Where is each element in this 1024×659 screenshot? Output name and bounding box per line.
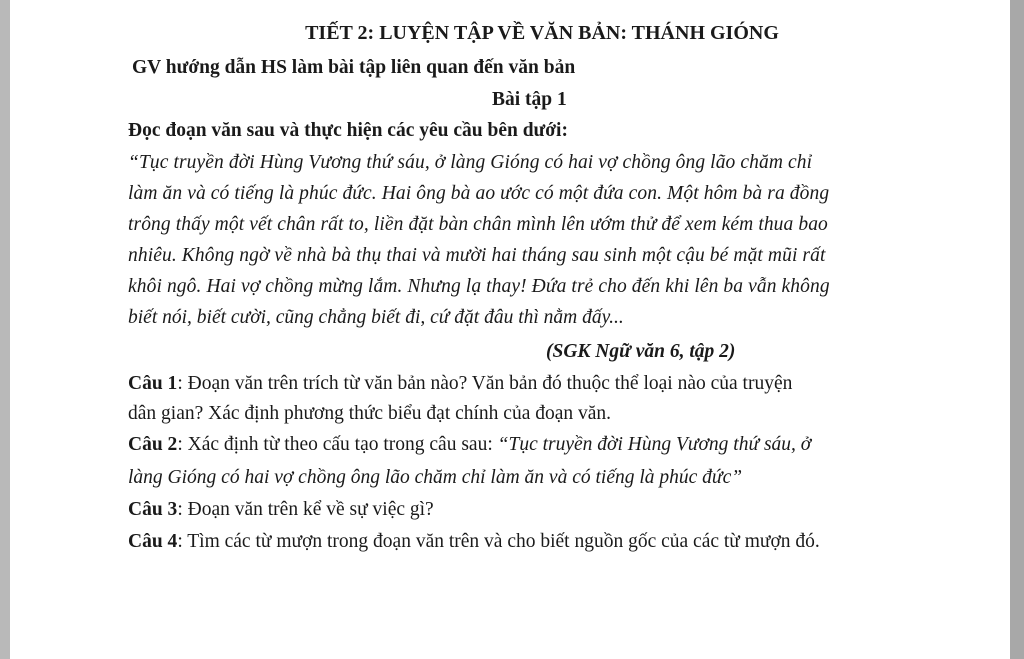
question-2-label: Câu 2	[128, 434, 178, 455]
passage-line: làm ăn và có tiếng là phúc đức. Hai ông bà ao ước có một đứa con. Một hôm bà ra đồng	[128, 183, 830, 204]
instruction-line: Đọc đoạn văn sau và thực hiện các yêu cầu bên dưới:	[128, 120, 568, 141]
question-1-text: : Đoạn văn trên trích từ văn bản nào? Văn bản đó thuộc thể loại nào của truyện	[177, 373, 793, 394]
question-2-text: : Xác định từ theo cấu tạo trong câu sau:	[177, 434, 498, 455]
question-2-line	[128, 432, 811, 458]
question-2-quote: “Tục truyền đời Hùng Vương thứ sáu, ở	[497, 434, 812, 455]
passage-line: “Tục truyền đời Hùng Vương thứ sáu, ở làng Gióng có hai vợ chồng ông lão chăm chỉ	[128, 152, 813, 173]
passage-line: khôi ngô. Hai vợ chồng mừng lắm. Nhưng lạ thay! Đứa trẻ cho đến khi lên ba vẫn không	[128, 276, 830, 297]
guide-line: GV hướng dẫn HS làm bài tập liên quan đến văn bản	[132, 57, 576, 78]
question-1-line	[128, 371, 792, 397]
question-4-text: : Tìm các từ mượn trong đoạn văn trên và cho biết nguồn gốc của các từ mượn đó.	[177, 531, 820, 552]
question-4-label: Câu 4	[128, 531, 178, 552]
question-3-label: Câu 3	[128, 499, 178, 520]
passage-line: trông thấy một vết chân rất to, liền đặt bàn chân mình lên ướm thử để xem kém thua bao	[128, 214, 828, 235]
question-4-line	[128, 529, 820, 555]
question-1-line-2: dân gian? Xác định phương thức biểu đạt chính của đoạn văn.	[128, 403, 612, 424]
passage-line: nhiêu. Không ngờ về nhà bà thụ thai và mười hai tháng sau sinh một cậu bé mặt mũi rất	[128, 245, 826, 266]
exercise-heading: Bài tập 1	[492, 89, 567, 110]
document-page	[10, 0, 1010, 659]
page-title: TIẾT 2: LUYỆN TẬP VỀ VĂN BẢN: THÁNH GIÓNG	[305, 22, 779, 44]
question-3-line	[128, 497, 434, 523]
window-edge-left	[0, 0, 10, 659]
source-citation: (SGK Ngữ văn 6, tập 2)	[546, 341, 736, 362]
passage-line: biết nói, biết cười, cũng chẳng biết đi, cứ đặt đâu thì nằm đấy...	[128, 307, 624, 328]
window-edge-right	[1010, 0, 1024, 659]
question-1-label: Câu 1	[128, 373, 178, 394]
question-2-quote-line-2: làng Gióng có hai vợ chồng ông lão chăm chỉ làm ăn và có tiếng là phúc đức”	[128, 467, 743, 488]
question-3-text: : Đoạn văn trên kể về sự việc gì?	[177, 499, 434, 520]
